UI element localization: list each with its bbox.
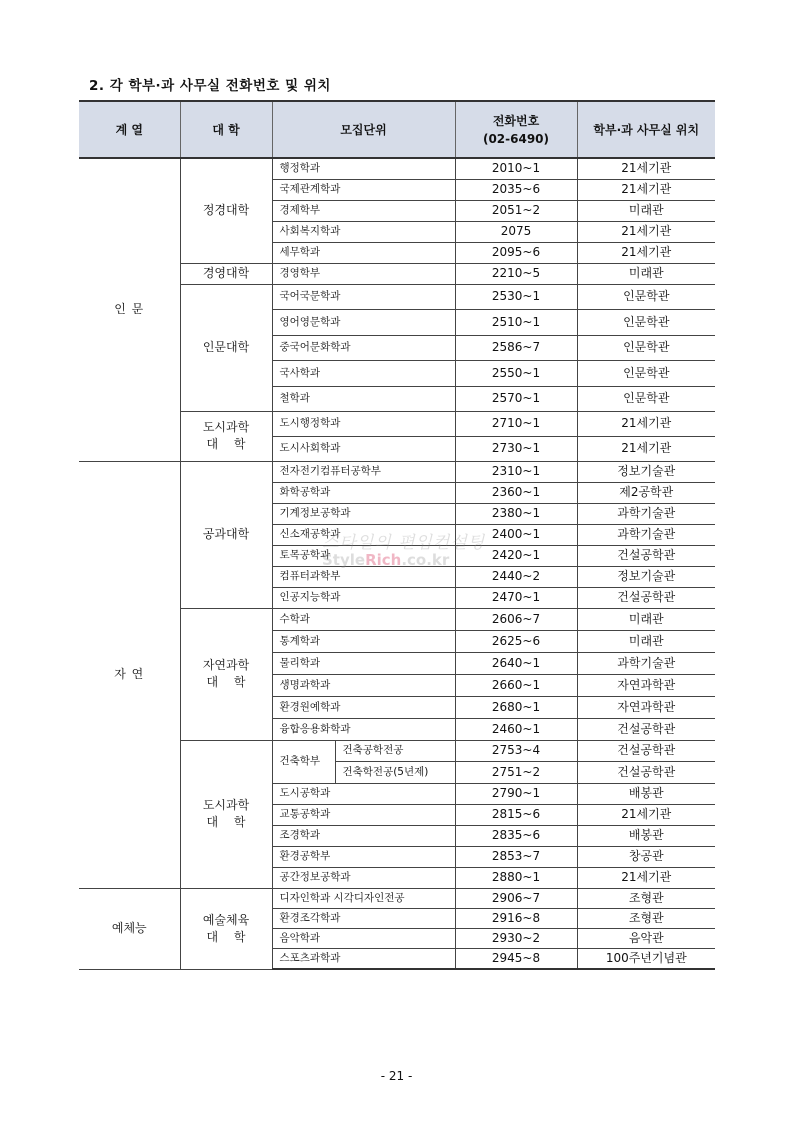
office-location: 미래관 [577, 263, 715, 284]
office-location: 음악관 [577, 928, 715, 948]
college-business: 경영대학 [180, 263, 272, 284]
section-title: 2. 각 학부·과 사무실 전화번호 및 위치 [89, 78, 331, 94]
dept-name: 공간정보공학과 [272, 867, 455, 888]
office-location: 미래관 [577, 630, 715, 652]
header-location: 학부·과 사무실 위치 [577, 101, 715, 158]
phone-number: 2753~4 [455, 740, 577, 761]
dept-name: 도시사회학과 [272, 436, 455, 461]
phone-number: 2400~1 [455, 524, 577, 545]
office-location: 과학기술관 [577, 524, 715, 545]
office-location: 인문학관 [577, 360, 715, 386]
phone-number: 2710~1 [455, 411, 577, 436]
dept-name: 음악학과 [272, 928, 455, 948]
sub-major: 건축공학전공 [335, 740, 455, 761]
office-location: 인문학관 [577, 386, 715, 411]
office-location: 21세기관 [577, 411, 715, 436]
college-engineering: 공과대학 [180, 461, 272, 608]
dept-name: 환경원예학과 [272, 696, 455, 718]
table-row [79, 461, 715, 482]
office-location: 인문학관 [577, 335, 715, 360]
office-location: 조형관 [577, 888, 715, 908]
college-urban-science-2: 도시과학 대 학 [180, 740, 272, 888]
office-location: 과학기술관 [577, 503, 715, 524]
table-row [79, 158, 715, 179]
contact-table [79, 100, 715, 970]
phone-number: 2310~1 [455, 461, 577, 482]
header-college: 대 학 [180, 101, 272, 158]
office-location: 자연과학관 [577, 696, 715, 718]
office-location: 21세기관 [577, 436, 715, 461]
phone-number: 2916~8 [455, 908, 577, 928]
office-location: 건설공학관 [577, 718, 715, 740]
dept-name: 조경학과 [272, 825, 455, 846]
office-location: 인문학관 [577, 284, 715, 309]
office-location: 건설공학관 [577, 740, 715, 761]
phone-number: 2930~2 [455, 928, 577, 948]
phone-number: 2460~1 [455, 718, 577, 740]
dept-name: 화학공학과 [272, 482, 455, 503]
dept-name: 물리학과 [272, 652, 455, 674]
office-location: 미래관 [577, 608, 715, 630]
dept-name: 수학과 [272, 608, 455, 630]
dept-name: 신소재공학과 [272, 524, 455, 545]
phone-number: 2010~1 [455, 158, 577, 179]
table-header-row [79, 101, 715, 158]
phone-number: 2470~1 [455, 587, 577, 608]
office-location: 미래관 [577, 200, 715, 221]
office-location: 21세기관 [577, 867, 715, 888]
dept-name: 융합응용화학과 [272, 718, 455, 740]
phone-number: 2051~2 [455, 200, 577, 221]
office-location: 인문학관 [577, 309, 715, 335]
dept-name: 도시행정학과 [272, 411, 455, 436]
dept-name: 국제관계학과 [272, 179, 455, 200]
dept-name: 토목공학과 [272, 545, 455, 566]
phone-number: 2730~1 [455, 436, 577, 461]
dept-name: 환경조각학과 [272, 908, 455, 928]
office-location: 제2공학관 [577, 482, 715, 503]
college-urban-science: 도시과학 대 학 [180, 411, 272, 461]
phone-number: 2210~5 [455, 263, 577, 284]
header-field: 계 열 [79, 101, 180, 158]
watermark-line1: 스타일의 편입컨설팅 [322, 533, 486, 553]
dept-name: 전자전기컴퓨터공학부 [272, 461, 455, 482]
phone-number: 2095~6 [455, 242, 577, 263]
office-location: 100주년기념관 [577, 948, 715, 969]
college-humanities: 인문대학 [180, 284, 272, 411]
dept-name: 경제학부 [272, 200, 455, 221]
phone-number: 2570~1 [455, 386, 577, 411]
college-politics-economics: 정경대학 [180, 158, 272, 263]
phone-number: 2660~1 [455, 674, 577, 696]
phone-number: 2586~7 [455, 335, 577, 360]
office-location: 자연과학관 [577, 674, 715, 696]
phone-number: 2853~7 [455, 846, 577, 867]
office-location: 21세기관 [577, 221, 715, 242]
phone-number: 2035~6 [455, 179, 577, 200]
phone-number: 2075 [455, 221, 577, 242]
table-row [79, 888, 715, 908]
office-location: 배봉관 [577, 825, 715, 846]
office-location: 건설공학관 [577, 587, 715, 608]
phone-number: 2640~1 [455, 652, 577, 674]
dept-name: 스포츠과학과 [272, 948, 455, 969]
office-location: 21세기관 [577, 804, 715, 825]
phone-number: 2420~1 [455, 545, 577, 566]
header-unit: 모집단위 [272, 101, 455, 158]
dept-name: 국어국문학과 [272, 284, 455, 309]
phone-number: 2880~1 [455, 867, 577, 888]
phone-number: 2945~8 [455, 948, 577, 969]
dept-name: 세무학과 [272, 242, 455, 263]
office-location: 21세기관 [577, 179, 715, 200]
dept-name: 교통공학과 [272, 804, 455, 825]
phone-number: 2510~1 [455, 309, 577, 335]
phone-number: 2680~1 [455, 696, 577, 718]
office-location: 배봉관 [577, 783, 715, 804]
office-location: 창공관 [577, 846, 715, 867]
dept-name: 철학과 [272, 386, 455, 411]
dept-name: 환경공학부 [272, 846, 455, 867]
office-location: 건설공학관 [577, 761, 715, 783]
college-natural-science: 자연과학 대 학 [180, 608, 272, 740]
dept-name: 인공지능학과 [272, 587, 455, 608]
phone-number: 2790~1 [455, 783, 577, 804]
office-location: 건설공학관 [577, 545, 715, 566]
dept-name: 생명과학과 [272, 674, 455, 696]
header-phone: 전화번호 (02-6490) [455, 101, 577, 158]
office-location: 21세기관 [577, 242, 715, 263]
dept-name: 사회복지학과 [272, 221, 455, 242]
watermark-line2: StyleRich.co.kr [322, 551, 450, 569]
office-location: 21세기관 [577, 158, 715, 179]
dept-name: 중국어문화학과 [272, 335, 455, 360]
office-location: 과학기술관 [577, 652, 715, 674]
office-location: 정보기술관 [577, 566, 715, 587]
group-natural: 자 연 [79, 461, 180, 888]
phone-number: 2815~6 [455, 804, 577, 825]
phone-number: 2625~6 [455, 630, 577, 652]
office-location: 조형관 [577, 908, 715, 928]
dept-name: 도시공학과 [272, 783, 455, 804]
dept-name: 컴퓨터과학부 [272, 566, 455, 587]
dept-name: 기계정보공학과 [272, 503, 455, 524]
phone-number: 2550~1 [455, 360, 577, 386]
office-location: 정보기술관 [577, 461, 715, 482]
phone-number: 2530~1 [455, 284, 577, 309]
sub-major: 건축학전공(5년제) [335, 761, 455, 783]
phone-number: 2360~1 [455, 482, 577, 503]
dept-name: 통계학과 [272, 630, 455, 652]
dept-name: 영어영문학과 [272, 309, 455, 335]
dept-name: 국사학과 [272, 360, 455, 386]
group-arts: 예체능 [79, 888, 180, 969]
phone-number: 2440~2 [455, 566, 577, 587]
page-number: - 21 - [380, 1069, 413, 1083]
dept-name: 행정학과 [272, 158, 455, 179]
dept-name: 건축학부 [272, 740, 335, 783]
phone-number: 2835~6 [455, 825, 577, 846]
phone-number: 2380~1 [455, 503, 577, 524]
group-humanities: 인 문 [79, 158, 180, 461]
dept-name: 디자인학과 시각디자인전공 [272, 888, 455, 908]
phone-number: 2906~7 [455, 888, 577, 908]
college-arts-sports: 예술체육 대 학 [180, 888, 272, 969]
dept-name: 경영학부 [272, 263, 455, 284]
phone-number: 2751~2 [455, 761, 577, 783]
phone-number: 2606~7 [455, 608, 577, 630]
